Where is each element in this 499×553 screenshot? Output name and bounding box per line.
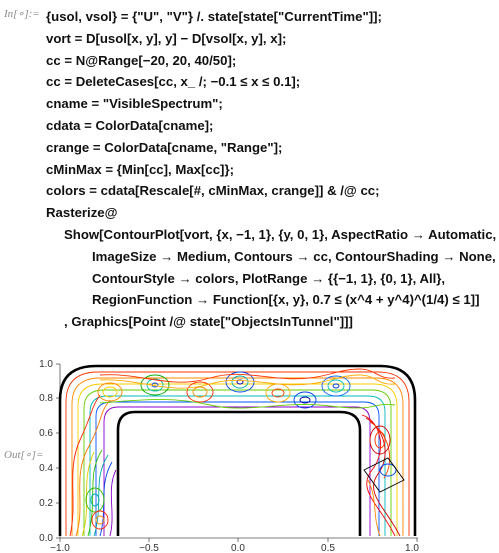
x-tick-labels xyxy=(50,543,419,553)
code-line: cc = N@Range[−20, 20, 40/50]; xyxy=(46,52,237,68)
input-cell-label: In[∘]:= xyxy=(4,8,40,20)
contour-plot xyxy=(0,350,499,553)
code-line: vort = D[usol[x, y], y] − D[vsol[x, y], x]; xyxy=(46,30,287,46)
code-line: ContourStyle → colors, PlotRange → {{−1, 1}, {0, 1}, All}, xyxy=(92,270,446,286)
x-tick-label: 0.0 xyxy=(231,543,245,553)
code-line: crange = ColorData[cname, "Range"]; xyxy=(46,139,283,155)
tunnel-inner-outline xyxy=(118,412,360,536)
code-line: {usol, vsol} = {"U", "V"} /. state[state["CurrentTime"]]; xyxy=(46,9,382,24)
input-cell-code[interactable] xyxy=(46,6,496,333)
x-tick-label: 1.0 xyxy=(405,543,419,553)
y-tick-label: 0.2 xyxy=(39,498,53,509)
code-line: cname = "VisibleSpectrum"; xyxy=(46,96,223,112)
x-tick-label: −1.0 xyxy=(50,543,70,553)
code-line: , Graphics[Point /@ state["ObjectsInTunnel"]]] xyxy=(64,314,353,330)
code-line: cc = DeleteCases[cc, x_ /; −0.1 ≤ x ≤ 0.1]; xyxy=(46,74,301,90)
code-line: Rasterize@ xyxy=(46,205,118,221)
y-tick-labels xyxy=(39,359,53,544)
code-line: Show[ContourPlot[vort, {x, −1, 1}, {y, 0, 1}, AspectRatio → Automatic, xyxy=(64,226,497,242)
code-line: ImageSize → Medium, Contours → cc, ContourShading → None, xyxy=(92,248,496,264)
code-line: cdata = ColorData[cname]; xyxy=(46,117,214,133)
code-line: RegionFunction → Function[{x, y}, 0.7 ≤ (x^4 + y^4)^(1/4) ≤ 1]] xyxy=(92,292,480,308)
y-tick-label: 1.0 xyxy=(39,359,53,370)
x-tick-label: 0.5 xyxy=(321,543,335,553)
code-line: colors = cdata[Rescale[#, cMinMax, crange]] & /@ cc; xyxy=(46,183,380,199)
code-line: cMinMax = {Min[cc], Max[cc]}; xyxy=(46,161,234,177)
y-tick-label: 0.4 xyxy=(39,463,53,474)
y-tick-label: 0.8 xyxy=(39,393,53,404)
y-tick-label: 0.6 xyxy=(39,428,53,439)
y-tick-label: 0.0 xyxy=(39,533,53,544)
x-tick-label: −0.5 xyxy=(139,543,159,553)
output-cell-label: Out[∘]= xyxy=(4,449,44,461)
